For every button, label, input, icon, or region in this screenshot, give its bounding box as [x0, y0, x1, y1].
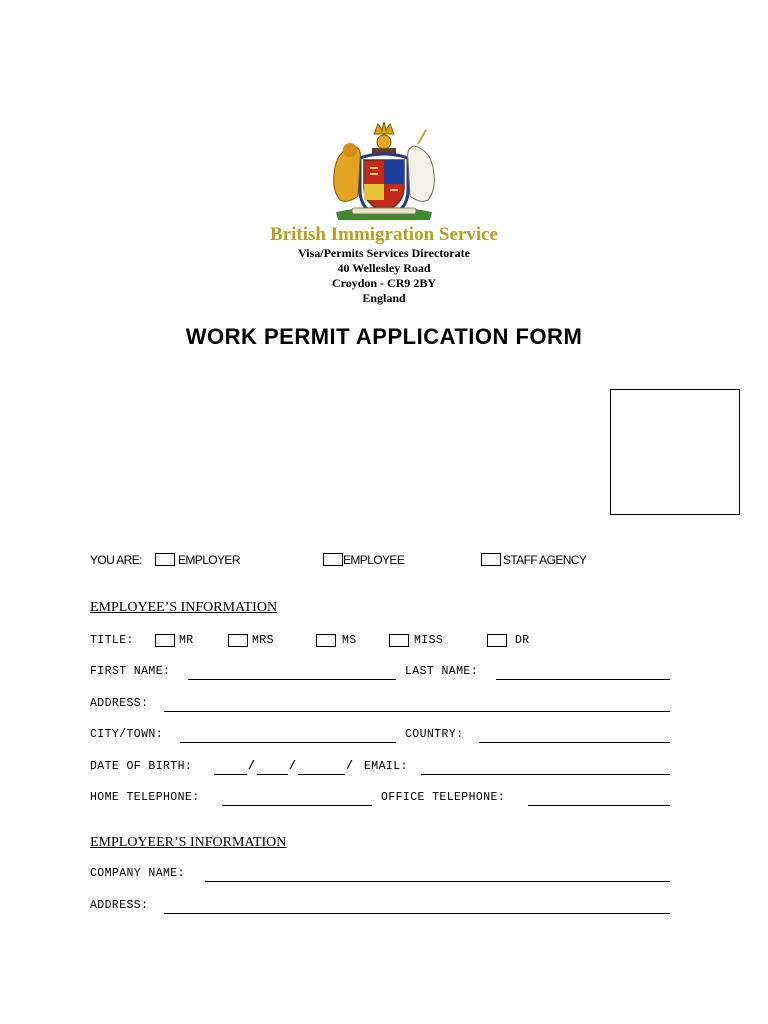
title-mrs-checkbox[interactable]	[228, 634, 248, 647]
first-name-field[interactable]	[188, 679, 396, 680]
organization-name: British Immigration Service	[270, 224, 498, 245]
form-title: WORK PERMIT APPLICATION FORM	[185, 324, 583, 349]
office-telephone-label: OFFICE TELEPHONE:	[381, 791, 506, 804]
last-name-label: LAST NAME:	[405, 665, 479, 678]
employer-address-label: ADDRESS:	[90, 899, 149, 912]
company-name-label: COMPANY NAME:	[90, 867, 185, 880]
city-label: CITY/TOWN:	[90, 728, 164, 741]
employee-option-label: EMPLOYEE	[343, 553, 405, 567]
employee-address-label: ADDRESS:	[90, 697, 149, 710]
photo-box	[610, 389, 740, 515]
you-are-label: YOU ARE:	[90, 553, 142, 567]
email-label: EMAIL:	[364, 760, 408, 773]
address-line-3: Croydon - CR9 2BY	[331, 276, 437, 290]
company-name-field[interactable]	[205, 881, 670, 882]
title-ms-checkbox[interactable]	[316, 634, 336, 647]
address-line-2: 40 Wellesley Road	[337, 261, 431, 275]
dob-label: DATE OF BIRTH:	[90, 760, 193, 773]
employer-checkbox[interactable]	[155, 553, 175, 566]
email-field[interactable]	[421, 774, 670, 775]
address-line-1: Visa/Permits Services Directorate	[298, 246, 470, 260]
country-field[interactable]	[479, 742, 670, 743]
employee-address-field[interactable]	[164, 711, 670, 712]
title-miss-checkbox[interactable]	[389, 634, 409, 647]
staff-agency-checkbox[interactable]	[481, 553, 501, 566]
dob-separator-2: /	[289, 760, 297, 773]
title-miss-label: MISS	[414, 634, 444, 647]
employer-address-field[interactable]	[164, 913, 670, 914]
address-line-4: England	[362, 291, 406, 305]
employee-section-heading: EMPLOYEE’S INFORMATION	[90, 600, 278, 615]
country-label: COUNTRY:	[405, 728, 464, 741]
city-field[interactable]	[180, 742, 396, 743]
employer-option-label: EMPLOYER	[178, 553, 240, 567]
dob-separator-1: /	[248, 760, 256, 773]
home-telephone-label: HOME TELEPHONE:	[90, 791, 200, 804]
office-telephone-field[interactable]	[528, 805, 670, 806]
employer-section-heading: EMPLOYEER’S INFORMATION	[90, 835, 287, 850]
title-dr-label: DR	[515, 634, 530, 647]
last-name-field[interactable]	[496, 679, 670, 680]
employee-checkbox[interactable]	[323, 553, 343, 566]
dob-day-field[interactable]	[214, 774, 247, 775]
first-name-label: FIRST NAME:	[90, 665, 171, 678]
title-label: TITLE:	[90, 634, 134, 647]
staff-agency-option-label: STAFF AGENCY	[503, 553, 587, 567]
title-ms-label: MS	[342, 634, 357, 647]
dob-month-field[interactable]	[257, 774, 288, 775]
title-dr-checkbox[interactable]	[487, 634, 507, 647]
title-mrs-label: MRS	[252, 634, 274, 647]
title-mr-checkbox[interactable]	[155, 634, 175, 647]
home-telephone-field[interactable]	[222, 805, 372, 806]
dob-year-field[interactable]	[298, 774, 345, 775]
royal-coat-of-arms-icon	[326, 120, 442, 224]
title-mr-label: MR	[179, 634, 194, 647]
dob-separator-3: /	[346, 760, 354, 773]
